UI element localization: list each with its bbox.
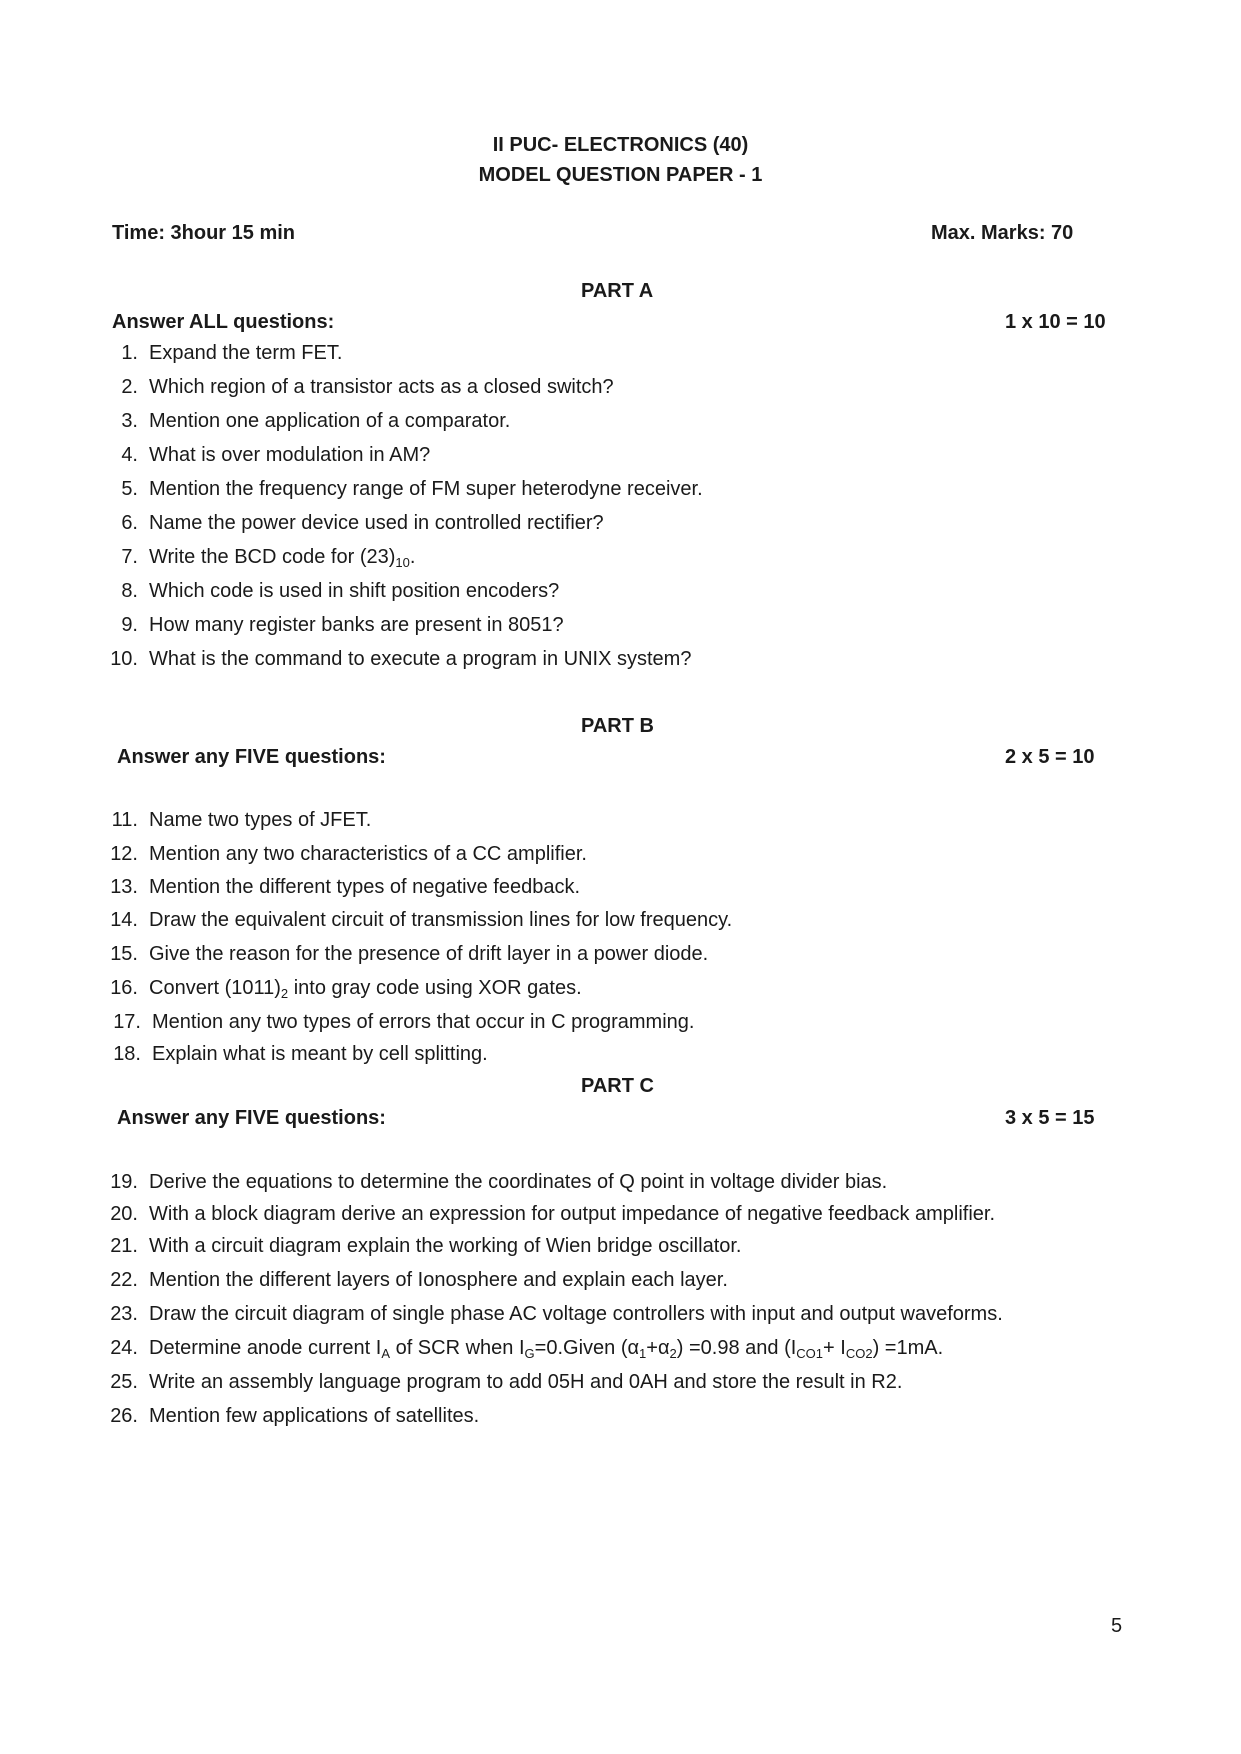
paper-title: II PUC- ELECTRONICS (40) [492, 134, 749, 156]
question-item [100, 342, 342, 365]
question-number: 23. [110, 1303, 138, 1325]
part-b-title: PART B [581, 715, 654, 737]
question-number: 18. [113, 1043, 141, 1065]
question-number: 15. [110, 943, 138, 965]
question-number: 25. [110, 1371, 138, 1393]
question-number: 20. [110, 1203, 138, 1225]
question-number: 3. [121, 410, 138, 432]
question-item [100, 410, 510, 433]
question-text: With a block diagram derive an expression for output impedance of negative feedback amplifier. [149, 1203, 996, 1225]
question-item [100, 809, 371, 832]
part-c-instruction: Answer any FIVE questions: [117, 1107, 386, 1129]
question-text: Name the power device used in controlled rectifier? [149, 512, 604, 534]
question-text: Draw the circuit diagram of single phase AC voltage controllers with input and output waveforms. [149, 1303, 1003, 1325]
question-number: 4. [121, 444, 138, 466]
question-text: Write the BCD code for $(23)_{10}$. [149, 546, 416, 570]
question-item [100, 876, 580, 899]
question-item [100, 977, 582, 1001]
question-item [100, 376, 614, 399]
question-item [100, 1171, 887, 1194]
part-c-marks: 3 x 5 = 15 [1005, 1107, 1095, 1129]
question-item [100, 648, 691, 671]
question-item [100, 444, 430, 467]
question-text: Mention any two characteristics of a CC amplifier. [149, 843, 587, 865]
question-text: Mention the different layers of Ionosphere and explain each layer. [149, 1269, 728, 1291]
question-text: Give the reason for the presence of drift layer in a power diode. [149, 943, 709, 965]
part-a-marks: 1 x 10 = 10 [1005, 311, 1106, 333]
question-text: Mention any two types of errors that occur in C programming. [152, 1011, 695, 1033]
question-number: 11. [111, 809, 138, 831]
question-number: 7. [121, 546, 138, 568]
question-item [100, 478, 703, 501]
question-text: Derive the equations to determine the coordinates of Q point in voltage divider bias. [149, 1171, 888, 1193]
question-number: 24. [110, 1337, 138, 1359]
part-a-title: PART A [581, 280, 654, 302]
question-item [100, 1203, 995, 1226]
question-item [100, 1269, 728, 1292]
question-number: 19. [110, 1171, 138, 1193]
question-number: 1. [121, 342, 138, 364]
question-number: 14. [110, 909, 138, 931]
question-text: Mention the frequency range of FM super heterodyne receiver. [149, 478, 703, 500]
question-item [100, 512, 604, 535]
question-number: 5. [121, 478, 138, 500]
part-a-instruction: Answer ALL questions: [112, 311, 335, 333]
time-label: Time: 3hour 15 min [112, 222, 296, 244]
part-c-title: PART C [581, 1075, 654, 1097]
question-text: Expand the term FET. [149, 342, 343, 364]
question-number: 9. [121, 614, 138, 636]
question-text: Mention one application of a comparator. [149, 410, 511, 432]
question-item [100, 546, 415, 570]
max-marks-label: Max. Marks: 70 [931, 222, 1074, 244]
question-number: 16. [110, 977, 138, 999]
question-item [100, 1337, 943, 1361]
paper-subtitle: MODEL QUESTION PAPER - 1 [478, 164, 763, 186]
question-text: Which code is used in shift position encoders? [149, 580, 560, 602]
question-item [100, 580, 559, 603]
question-number: 22. [110, 1269, 138, 1291]
question-text: With a circuit diagram explain the working of Wien bridge oscillator. [149, 1235, 742, 1257]
question-number: 8. [121, 580, 138, 602]
question-item [100, 1303, 1003, 1326]
question-text: How many register banks are present in 8051? [149, 614, 564, 636]
page-number: 5 [1111, 1615, 1123, 1637]
question-number: 17. [113, 1011, 141, 1033]
question-item [100, 1235, 741, 1258]
question-number: 26. [110, 1405, 138, 1427]
question-item [100, 1371, 902, 1394]
question-number: 12. [110, 843, 138, 865]
part-b-instruction: Answer any FIVE questions: [117, 746, 386, 768]
question-text: What is the command to execute a program in UNIX system? [149, 648, 692, 670]
question-number: 13. [110, 876, 138, 898]
part-b-marks: 2 x 5 = 10 [1005, 746, 1095, 768]
question-item [100, 614, 564, 637]
question-number: 10. [110, 648, 138, 670]
question-text: Which region of a transistor acts as a closed switch? [149, 376, 614, 398]
question-item [100, 943, 708, 966]
question-text: Explain what is meant by cell splitting. [152, 1043, 488, 1065]
question-text: Convert $(1011)_2$ into gray code using XOR gates. [149, 977, 582, 1001]
question-number: 6. [121, 512, 138, 534]
question-text: Write an assembly language program to add 05H and 0AH and store the result in R2. [149, 1371, 903, 1393]
question-item [103, 1011, 694, 1034]
question-text: Mention the different types of negative feedback. [149, 876, 581, 898]
question-text: What is over modulation in AM? [149, 444, 431, 466]
question-text: Determine anode current $I_A$ of SCR when $I_G=0.Given$ $(\alpha_1+\alpha_2) =0.98$ and $(I_{CO1}+ I_{CO2}) =1mA$. [149, 1337, 944, 1361]
question-text: Name two types of JFET. [149, 809, 372, 831]
question-number: 21. [110, 1235, 138, 1257]
question-item [100, 909, 732, 932]
question-item [100, 1405, 479, 1428]
question-text: Draw the equivalent circuit of transmission lines for low frequency. [149, 909, 733, 931]
question-item [100, 843, 587, 866]
question-text: Mention few applications of satellites. [149, 1405, 480, 1427]
question-item [103, 1043, 488, 1066]
question-number: 2. [121, 376, 138, 398]
